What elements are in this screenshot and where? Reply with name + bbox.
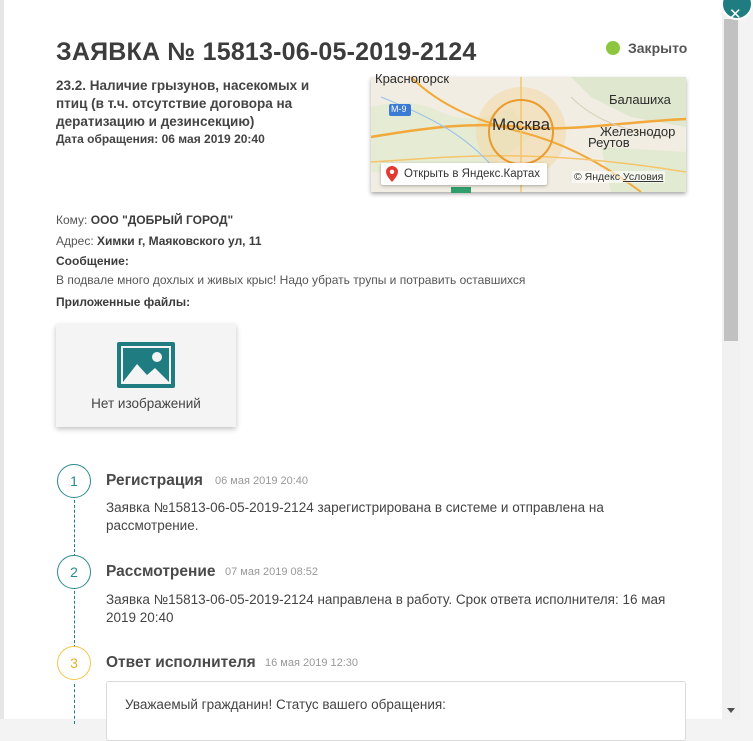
timeline-step-3-title: Ответ исполнителя xyxy=(106,654,256,671)
message-label: Сообщение: xyxy=(56,254,129,268)
image-placeholder-icon xyxy=(117,342,175,388)
open-in-yandex-maps-label: Открыть в Яндекс.Картах xyxy=(404,168,541,180)
no-images-text: Нет изображений xyxy=(91,396,201,411)
map-pin-icon xyxy=(386,166,398,182)
timeline-step-2-date: 07 мая 2019 08:52 xyxy=(225,566,319,578)
recipient-value: ООО "ДОБРЫЙ ГОРОД" xyxy=(90,213,234,227)
timeline-step-2-text: Заявка №15813-06-05-2019-2124 направлена в работу. Срок ответа исполнителя: 16 мая 2019 20:40 xyxy=(106,592,666,625)
open-in-yandex-maps-link[interactable] xyxy=(381,163,547,185)
map-label-reutov: Реутов xyxy=(588,135,630,150)
timeline-step-1-number: 1 xyxy=(57,464,91,498)
request-date-label: Дата обращения: xyxy=(56,132,159,146)
status-dot-icon xyxy=(606,41,620,55)
scrollbar-thumb[interactable] xyxy=(724,19,738,341)
map-copyright xyxy=(572,171,665,183)
recipient-field xyxy=(56,213,233,227)
message-text: В подвале много дохлых и живых крыс! Надо убрать трупы и потравить оставшихся xyxy=(56,273,526,287)
address-field xyxy=(56,234,262,248)
timeline-connector-2 xyxy=(74,586,75,648)
status-badge xyxy=(606,40,687,56)
executor-answer-box xyxy=(106,681,686,741)
request-modal xyxy=(4,0,722,719)
message-field xyxy=(56,254,129,268)
modal-scrollbar[interactable] xyxy=(722,0,740,719)
request-date-value: 06 мая 2019 20:40 xyxy=(161,132,265,146)
map-label-krasnogorsk: Красногорск xyxy=(375,71,450,86)
attached-files-label: Приложенные файлы: xyxy=(56,295,191,309)
status-text: Закрыто xyxy=(628,40,688,56)
close-icon: ✕ xyxy=(729,6,742,23)
request-date xyxy=(56,132,265,146)
timeline-step-3-number: 3 xyxy=(57,646,91,680)
timeline-step-2-title: Рассмотрение xyxy=(106,563,216,580)
map-widget[interactable] xyxy=(371,71,686,192)
map-label-m9: М-9 xyxy=(391,104,407,114)
map-label-balashikha: Балашиха xyxy=(609,92,671,107)
timeline-connector-1 xyxy=(74,495,75,557)
timeline-connector-3 xyxy=(74,684,75,724)
page-title: ЗАЯВКА № 15813-06-05-2019-2124 xyxy=(56,38,477,66)
map-terms-link[interactable]: Условия xyxy=(622,171,664,183)
timeline-step-1-title: Регистрация xyxy=(106,472,203,489)
scroll-down-arrow-icon[interactable] xyxy=(722,702,740,719)
no-images-placeholder xyxy=(56,324,236,427)
address-value: Химки г, Маяковского ул, 11 xyxy=(97,234,262,248)
timeline-step-2-number: 2 xyxy=(57,555,91,589)
map-copyright-text: © Яндекс xyxy=(574,171,620,183)
executor-answer-text: Уважаемый гражданин! Статус вашего обращения: xyxy=(125,697,446,712)
timeline-step-1-text: Заявка №15813-06-05-2019-2124 зарегистрирована в системе и отправлена на рассмотрение. xyxy=(106,500,604,533)
request-category: 23.2. Наличие грызунов, насекомых и птиц (в т.ч. отсутствие договора на дератизацию и дезинсекцию) xyxy=(56,78,310,129)
recipient-label: Кому: xyxy=(56,213,88,227)
timeline-step-1-date: 06 мая 2019 20:40 xyxy=(215,475,309,487)
map-label-zheleznodor: Железнодор xyxy=(600,124,676,139)
address-label: Адрес: xyxy=(56,234,94,248)
map-label-moscow: Москва xyxy=(492,115,551,134)
timeline-step-3-date: 16 мая 2019 12:30 xyxy=(265,657,359,669)
